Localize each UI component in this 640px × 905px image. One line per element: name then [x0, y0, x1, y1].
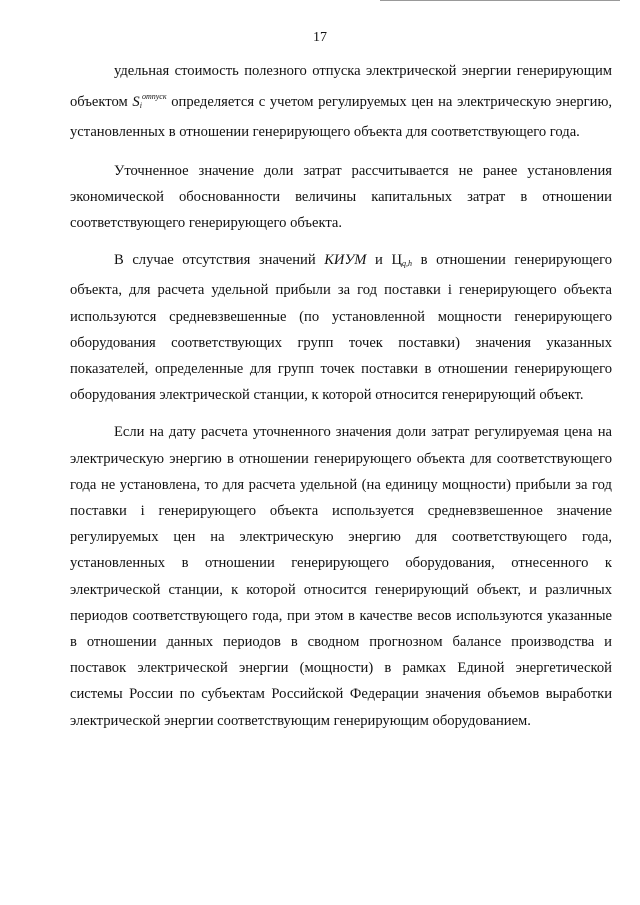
symbol-kium: КИУМ [324, 252, 367, 269]
symbol-price: $Ц_{q,h}$ [391, 252, 412, 269]
paragraph-2: Уточненное значение доли затрат рассчитывается не ранее установления экономической обоснованности величины капитальных затрат в отношении соответствующего генерирующего объекта. [70, 162, 612, 232]
page-number: 17 [313, 30, 327, 45]
paragraph-3-conjunction: и [366, 252, 392, 269]
paragraph-3-text-start: В случае отсутствия значений [114, 252, 325, 269]
symbol-s-otpusk: $S_i^{отпуск}$ [132, 92, 167, 111]
paragraph-4: Если на дату расчета уточненного значения доли затрат регулируемая цена на электрическую энергию в отношении генерирующего объекта для соответствующего года не установлена, то для расчета удельной (на единицу мощности) прибыли за год поставки i генерирующего объекта используется средневзвешенное значение регулируемых цен на электрическую энергию для соответствующего года, установленных в отношении генерирующего оборудования, отнесенного к электрической станции, к которой относится генерирующий объект, и различных периодов соответствующего года, при этом в качестве весов используются указанные в отношении данных периодов в сводном прогнозном балансе производства и поставок электрической энергии (мощности) в рамках Единой энергетической системы России по субъектам Российской Федерации значения объемов выработки электрической энергии соответствующим генерирующим оборудованием. [70, 424, 612, 729]
paragraph-3 [70, 247, 612, 408]
top-edge-line [380, 0, 620, 1]
paragraph-3-text-end: в отношении генерирующего объекта, для расчета удельной прибыли за год поставки i генерирующего объекта используются средневзвешенные (по установленной мощности генерирующего оборудования соответствующих групп точек поставки) значения указанных показателей, определенные для групп точек поставки в отношении генерирующего оборудования электрической станции, к которой относится генерирующий объект. [70, 252, 612, 404]
document-body [70, 58, 612, 745]
paragraph-1-text-start: удельная стоимость полезного отпуска электрической энергии генерирующим объектом [70, 63, 612, 111]
paragraph-1 [70, 58, 612, 146]
paragraph-1-text-end: определяется с учетом регулируемых цен на электрическую энергию, установленных в отношении генерирующего объекта для соответствующего года. [70, 94, 612, 141]
